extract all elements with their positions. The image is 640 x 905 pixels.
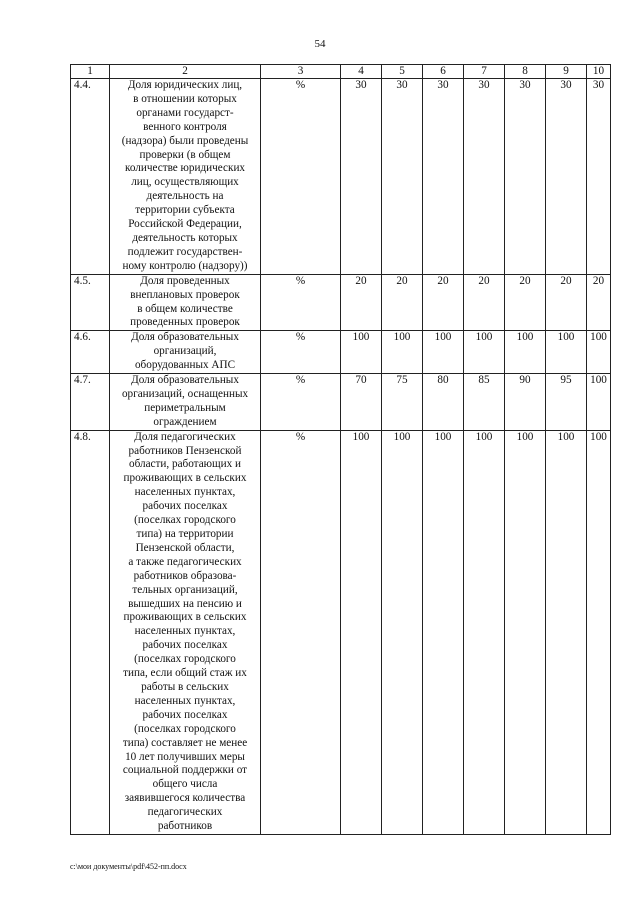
description-line: периметральным — [144, 401, 226, 414]
value-cell: 95 — [546, 374, 587, 431]
column-header: 9 — [546, 65, 587, 79]
description-line: проживающих в сельских — [123, 611, 247, 624]
table-row — [71, 331, 611, 374]
description-line: деятельность на — [146, 190, 224, 203]
value-cell: 20 — [587, 274, 611, 331]
value-cell: 30 — [587, 79, 611, 275]
description-line: венного контроля — [143, 120, 227, 133]
indicator-description — [110, 274, 261, 331]
value-cell: 100 — [505, 430, 546, 834]
indicator-description — [110, 79, 261, 275]
description-line: (поселках городского — [134, 514, 236, 527]
unit-cell: % — [261, 430, 341, 834]
description-line: организаций, оснащенных — [121, 387, 249, 400]
column-header: 7 — [464, 65, 505, 79]
unit-cell: % — [261, 274, 341, 331]
value-cell: 70 — [341, 374, 382, 431]
page-number: 54 — [314, 38, 326, 50]
value-cell: 100 — [341, 430, 382, 834]
description-line: Доля образовательных — [131, 331, 239, 344]
description-line: организаций, — [153, 345, 217, 358]
description-line: количестве юридических — [124, 162, 246, 175]
description-line: проверки (в общем — [139, 148, 231, 161]
description-line: Доля юридических лиц, — [127, 79, 243, 91]
description-line: деятельность которых — [132, 231, 238, 244]
row-number: 4.8. — [71, 430, 110, 834]
description-line: типа) на территории — [136, 528, 234, 540]
value-cell: 20 — [546, 274, 587, 331]
description-line: а также педагогических — [128, 555, 242, 568]
description-line: населенных пунктах, — [134, 625, 236, 638]
column-header: 5 — [382, 65, 423, 79]
table-row — [71, 79, 611, 275]
table-row — [71, 274, 611, 331]
description-line: работников образова- — [133, 569, 237, 582]
column-header: 10 — [587, 65, 611, 79]
description-line: типа, если общий стаж их — [123, 667, 247, 680]
description-line: вышедших на пенсию и — [128, 597, 242, 610]
column-header: 6 — [423, 65, 464, 79]
column-header: 4 — [341, 65, 382, 79]
row-number: 4.6. — [71, 331, 110, 374]
value-cell: 30 — [341, 79, 382, 275]
description-line: области, работающих и — [128, 458, 242, 471]
column-header: 2 — [110, 65, 261, 79]
description-line: Пензенской области, — [135, 541, 235, 554]
description-line: населенных пунктах, — [134, 486, 236, 499]
description-line: территории субъекта — [135, 204, 235, 217]
value-cell: 100 — [546, 331, 587, 374]
value-cell: 30 — [464, 79, 505, 275]
description-line: рабочих поселках — [142, 639, 228, 652]
description-line: подлежит государствен- — [127, 245, 243, 258]
description-line: населенных пунктах, — [134, 694, 236, 707]
value-cell: 100 — [587, 374, 611, 431]
description-line: Доля образовательных — [131, 374, 239, 387]
description-line: работы в сельских — [141, 680, 229, 693]
description-line: ному контролю (надзору)) — [122, 259, 248, 272]
description-line: работников Пензенской — [128, 444, 242, 457]
table-header-row — [71, 65, 611, 79]
value-cell: 100 — [505, 331, 546, 374]
unit-cell: % — [261, 331, 341, 374]
unit-cell: % — [261, 374, 341, 431]
description-line: работников — [157, 820, 213, 833]
description-line: типа) составляет не менее — [122, 736, 248, 749]
description-line: рабочих поселках — [142, 500, 228, 513]
description-line: Доля педагогических — [134, 430, 236, 443]
description-line: 10 лет получивших меры — [125, 750, 245, 763]
indicator-description — [110, 331, 261, 374]
description-line: тельных организаций, — [132, 583, 238, 596]
column-header: 3 — [261, 65, 341, 79]
description-line: лиц, осуществляющих — [131, 176, 239, 189]
description-line: Российской Федерации, — [128, 218, 242, 231]
description-line: органами государст- — [136, 106, 234, 119]
description-line: внеплановых проверок — [130, 288, 240, 301]
column-header: 8 — [505, 65, 546, 79]
column-header: 1 — [71, 65, 110, 79]
value-cell: 20 — [464, 274, 505, 331]
table-body — [71, 65, 611, 835]
row-number: 4.4. — [71, 79, 110, 275]
value-cell: 100 — [464, 331, 505, 374]
description-line: оборудованных АПС — [134, 359, 236, 372]
value-cell: 90 — [505, 374, 546, 431]
value-cell: 100 — [423, 331, 464, 374]
description-line: рабочих поселках — [142, 708, 228, 721]
description-line: Доля проведенных — [140, 274, 230, 287]
value-cell: 100 — [423, 430, 464, 834]
description-line: в отношении которых — [133, 92, 237, 105]
value-cell: 20 — [382, 274, 423, 331]
description-line: общего числа — [152, 778, 218, 791]
value-cell: 85 — [464, 374, 505, 431]
unit-cell: % — [261, 79, 341, 275]
value-cell: 100 — [587, 430, 611, 834]
description-line: (поселках городского — [134, 722, 236, 735]
value-cell: 20 — [341, 274, 382, 331]
value-cell: 80 — [423, 374, 464, 431]
row-number: 4.7. — [71, 374, 110, 431]
description-line: педагогических — [147, 806, 223, 819]
row-number: 4.5. — [71, 274, 110, 331]
description-line: (поселках городского — [134, 653, 236, 666]
value-cell: 100 — [341, 331, 382, 374]
footer-file-path: c:\мои документы\pdf\452-пп.docx — [70, 862, 187, 871]
table-row — [71, 374, 611, 431]
indicators-table — [70, 64, 611, 835]
value-cell: 100 — [587, 331, 611, 374]
indicator-description — [110, 374, 261, 431]
description-line: ограждением — [153, 415, 217, 428]
value-cell: 100 — [382, 331, 423, 374]
description-line: проведенных проверок — [130, 316, 240, 329]
description-line: (надзора) были проведены — [121, 134, 249, 147]
description-line: проживающих в сельских — [123, 472, 247, 485]
value-cell: 100 — [464, 430, 505, 834]
table-row — [71, 430, 611, 834]
value-cell: 100 — [546, 430, 587, 834]
indicator-description — [110, 430, 261, 834]
description-line: социальной поддержки от — [122, 764, 248, 777]
description-line: заявившегося количества — [124, 792, 246, 805]
value-cell: 30 — [505, 79, 546, 275]
value-cell: 75 — [382, 374, 423, 431]
value-cell: 20 — [423, 274, 464, 331]
value-cell: 30 — [546, 79, 587, 275]
value-cell: 100 — [382, 430, 423, 834]
description-line: в общем количестве — [137, 302, 233, 315]
value-cell: 30 — [423, 79, 464, 275]
value-cell: 30 — [382, 79, 423, 275]
value-cell: 20 — [505, 274, 546, 331]
